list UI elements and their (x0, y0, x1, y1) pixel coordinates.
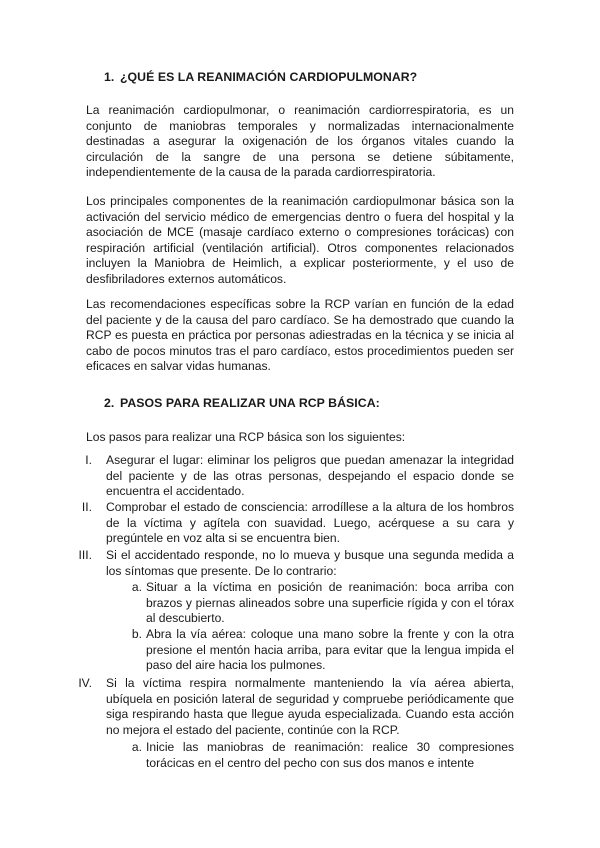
step-4a-text: Inicie las maniobras de reanimación: realice 30 compresiones torácicas en el centro del pecho con sus dos manos e intente (146, 740, 514, 770)
section-2-number: 2. (104, 396, 115, 410)
step-3-text: Si el accidentado responde, no lo mueva y busque una segunda medida a los síntomas que presente. De lo contrario: (106, 548, 514, 578)
step-3a-text: Situar a la víctima en posición de reanimación: boca arriba con brazos y piernas alineados sobre una superficie rígida y con el tórax al descubierto. (146, 580, 514, 626)
step-3b-marker: b. (131, 627, 142, 641)
step-3b-text: Abra la vía aérea: coloque una mano sobre la frente y con la otra presione el mentón hacia arriba, para evitar que la lengua impida el paso del aire hacia los pulmones. (146, 627, 514, 673)
section-1-number: 1. (104, 70, 115, 84)
section-1-paragraph-2: Los principales componentes de la reanimación cardiopulmonar básica son la activación del servicio médico de emergencias dentro o fuera del hospital y la asociación de MCE (masaje cardíaco externo o compresiones torácicas) con respiración artificial (ventilación artificial). Otros componentes relacionados incluyen la Maniobra de Heimlich, a explicar posteriormente, y el uso de desfibriladores externos automáticos. (86, 194, 514, 286)
step-4 (78, 676, 514, 738)
section-1-heading (104, 70, 417, 86)
step-1-marker: I. (85, 453, 92, 467)
step-2-marker: II. (81, 500, 92, 514)
section-2-title: PASOS PARA REALIZAR UNA RCP BÁSICA: (120, 396, 380, 410)
section-2-heading (104, 396, 380, 412)
section-1-paragraph-3: Las recomendaciones específicas sobre la RCP varían en función de la edad del paciente y de la causa del paro cardíaco. Se ha demostrado que cuando la RCP es puesta en práctica por personas adiestradas en la técnica y se inicia al cabo de pocos minutos tras el paro cardíaco, estos procedimientos pueden ser eficaces en salvar vidas humanas. (86, 297, 514, 374)
step-4a-marker: a. (131, 740, 142, 754)
step-3-marker: III. (78, 548, 92, 562)
step-2 (81, 500, 514, 547)
step-3a-marker: a. (131, 580, 142, 594)
section-1-title: ¿QUÉ ES LA REANIMACIÓN CARDIOPULMONAR? (120, 70, 418, 84)
step-4-marker: IV. (78, 676, 92, 690)
step-2-text: Comprobar el estado de consciencia: arrodíllese a la altura de los hombros de la víctima y agítela con suavidad. Luego, acérquese a su cara y pregúntele en voz alta si se encuentra bien. (106, 500, 514, 546)
step-4-text: Si la víctima respira normalmente manteniendo la vía aérea abierta, ubíquela en posición lateral de seguridad y compruebe periódicamente que siga respirando hasta que llegue ayuda especializada. Cuando esta acción no mejora el estado del paciente, continúe con la RCP. (106, 676, 514, 737)
step-1 (86, 453, 514, 500)
step-3-substep-b (131, 627, 514, 674)
section-2-intro: Los pasos para realizar una RCP básica son los siguientes: (86, 430, 406, 444)
step-3 (78, 548, 514, 579)
section-1-paragraph-1: La reanimación cardiopulmonar, o reanimación cardiorrespiratoria, es un conjunto de maniobras temporales y normalizadas internacionalmente destinadas a asegurar la oxigenación de los órganos vitales cuando la circulación de la sangre de una persona se detiene súbitamente, independientemente de la causa de la parada cardiorrespiratoria. (86, 103, 514, 180)
step-4-substep-a (131, 740, 514, 771)
step-3-substep-a (131, 580, 514, 627)
step-1-text: Asegurar el lugar: eliminar los peligros que puedan amenazar la integridad del paciente y de las otras personas, despejando el espacio donde se encuentra el accidentado. (106, 453, 514, 499)
